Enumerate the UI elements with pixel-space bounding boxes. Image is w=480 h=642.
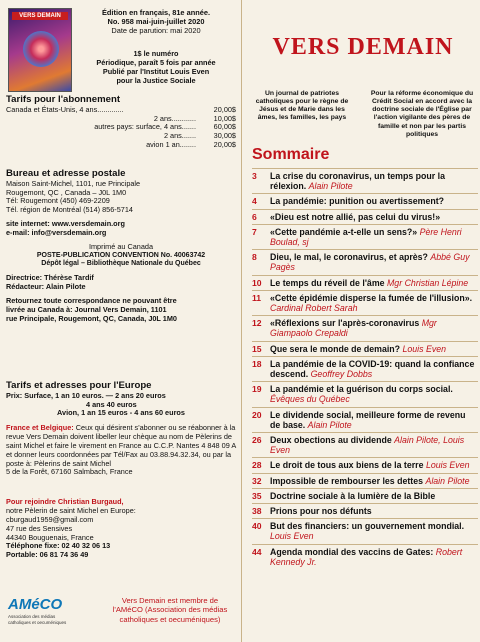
toc-item[interactable] [252,224,478,249]
toc-item[interactable] [252,356,478,381]
toc-item[interactable] [252,407,478,432]
left-column [6,8,236,638]
toc-item[interactable] [252,168,478,193]
toc-title: «Dieu est notre allié, pas celui du virus!» [270,211,441,222]
toc-title: Prions pour nos défunts [270,506,372,517]
toc-page-number: 3 [252,171,257,181]
toc-author: Alain Pilote [308,181,353,192]
contact-line: 47 rue des Sensives [6,523,73,533]
rate-row [6,106,236,115]
toc-author: Père Henri Boulad, sj [270,226,462,248]
ameco-logo [8,596,68,638]
phone-line: Tél: Rougemont (450) 469-2209 [6,196,110,206]
toc-page-number: 19 [252,384,262,395]
toc-page-number: 20 [252,409,262,420]
toc-author: Geoffrey Dobbs [310,369,373,380]
toc-title: «Cette épidémie disperse la fumée de l'illusion». Cardinal Robert Sarah [270,292,473,314]
ameco-tagline: Association des médias catholiques et oecuméniques [8,614,67,625]
burgaud-title: Pour rejoindre Christian Burgaud, [6,497,124,506]
office-title: Bureau et adresse postale [6,168,126,179]
toc-page-number: 4 [252,196,257,207]
toc-item[interactable] [252,290,478,315]
rate-row [6,141,236,150]
subscription-rates [6,94,236,150]
tagline-left: Un journal de patriotes catholiques pour le règne de Jésus et de Marie dans les âmes, les familles, les pays [255,90,349,122]
toc-title: Agenda mondial des vaccins de Gates: Robert Kennedy Jr. [270,546,463,567]
rate-value: 10,00$ [213,113,236,123]
toc-title: Doctrine sociale à la lumière de la Bible [270,490,436,501]
toc-page-number: 44 [252,546,262,557]
phone-line: Tél. région de Montréal (514) 856-5714 [6,205,133,215]
toc-title: Deux obections au dividende Alain Pilote, Louis Even [270,435,465,456]
toc-item[interactable] [252,457,478,472]
toc-author: Abbé Guy Pagès [270,252,470,273]
contact-line: notre Pèlerin de saint Michel en Europe: [6,505,136,515]
contact-line: 44340 Bouguenais, France [6,532,94,542]
europe-line: Prix: Surface, 1 an 10 euros. — 2 ans 20 euros [6,390,166,400]
rate-value: 60,00$ [213,122,236,132]
toc-author: Alain Pilote, Louis Even [270,435,465,456]
toc-title: Le droit de tous aux biens de la terre Louis Even [270,460,470,471]
toc-title: Le temps du réveil de l'âme Mgr Christian Lépine [270,277,469,288]
rate-value: 20,00$ [213,140,236,150]
toc-item[interactable] [252,473,478,488]
cover-thumbnail[interactable] [8,8,72,92]
cover-title: VERS DEMAIN [12,12,68,20]
issue-number: No. 958 mai-juin-juillet 2020 [107,17,205,27]
price-line: 1$ le numéro [133,49,179,58]
france-lead: France et Belgique: [6,423,74,432]
virus-image [23,31,59,67]
toc-author: Évêques du Québec [270,394,350,405]
email-link[interactable]: e-mail: info@versdemain.org [6,228,107,238]
toc-author: Alain Pilote [307,419,352,430]
toc-title: La crise du coronavirus, un temps pour la rélexion. Alain Pilote [270,171,446,192]
toc-title: Le dividende social, meilleure forme de revenu de base. Alain Pilote [270,409,466,430]
toc-page-number: 35 [252,490,262,501]
postal-convention: POSTE-PUBLICATION CONVENTION No. 40063742 [36,251,206,259]
france-address: 5 de la Forêt, 67160 Salmbach, France [6,467,133,477]
toc-page-number: 32 [252,475,262,486]
burgaud-contact [6,498,236,560]
return-line: Retournez toute correspondance ne pouvant être [6,295,177,305]
toc-item[interactable] [252,315,478,340]
toc-page-number: 11 [252,292,262,303]
rate-value: 20,00$ [213,104,236,114]
toc-author: Louis Even [402,343,447,354]
europe-rates [6,380,236,418]
toc-page-number: 10 [252,277,262,288]
toc-item[interactable] [252,518,478,543]
pub-date: Date de parution: mai 2020 [111,26,201,36]
toc-author: Alain Pilote [425,475,470,486]
address-line: Rougemont, QC , Canada – J0L 1M0 [6,187,127,197]
tagline-right: Pour la réforme économique du Crédit Social en accord avec la doctrine sociale de l'Église par l'action vigilante des pères de famille et non par les partis politiques [370,90,474,138]
director: Directrice: Thérèse Tardif [6,273,94,282]
europe-line: Avion, 1 an 15 euros - 4 ans 60 euros [57,408,185,418]
toc-author: Robert Kennedy Jr. [270,546,463,567]
legal-deposit: Dépôt légal – Bibliothèque Nationale du Québec [41,260,201,268]
toc-item[interactable] [252,209,478,224]
periodicity: Périodique, paraît 5 fois par année [96,57,216,67]
toc-page-number: 12 [252,318,262,329]
rate-label: avion 1 an........ [146,140,196,150]
toc-item[interactable] [252,503,478,518]
contact-phone: Téléphone fixe: 02 40 32 06 13 [6,541,111,551]
membership-note: Vers Demain est membre de l'AMéCO (Association des médias catholiques et oecuméniques) [112,596,228,624]
edition-line: Édition en français, 81e année. [101,8,211,17]
toc-title: La pandémie: punition ou avertissement? [270,196,445,207]
toc-author: Mgr Giampaolo Crepaldi [270,318,437,339]
toc-page-number: 40 [252,521,262,532]
toc-item[interactable] [252,381,478,406]
toc-item[interactable] [252,432,478,457]
toc-item[interactable] [252,275,478,290]
sommaire-heading: Sommaire [252,146,330,163]
address-line: Maison Saint-Michel, 1101, rue Principale [6,178,141,188]
contact-mobile: Portable: 06 81 74 36 49 [6,550,89,560]
rates-title: Tarifs pour l'abonnement [6,94,121,105]
printed-in: Imprimé au Canada [88,242,154,252]
publisher-line2: pour la Justice Sociale [116,75,196,85]
france-text: Ceux qui désirent s'abonner ou se réabonner à la revue Vers Demain doivent libeller leur chèque au nom de Pèlerins de saint Michel et faire le virement en France au C.C.P. Nantes 4 848 09 A et donner leurs coordonnées par Tél/Fax au 03.88.94.32.34, ou par la poste à: Pèlerins de saint Michel [6,423,236,468]
toc-page-number: 18 [252,358,262,369]
toc-title: La pandémie de la COVID-19: quand la confiance descend. Geoffrey Dobbs [270,358,475,380]
rate-label: 2 ans....... [163,131,196,141]
rate-label: 2 ans............ [153,113,196,123]
toc-page-number: 6 [252,211,257,222]
europe-title: Tarifs et adresses pour l'Europe [6,380,152,391]
europe-line: 4 ans 40 euros [86,399,137,409]
toc-author: Louis Even [270,531,314,542]
toc-page-number: 38 [252,506,262,517]
toc-item[interactable] [252,544,478,569]
toc-author: Louis Even [425,460,470,471]
toc-title: But des financiers: un gouvernement mondial. Louis Even [270,521,465,542]
publisher: Publié par l'Institut Louis Even [102,66,210,76]
website-link[interactable]: site internet: www.versdemain.org [6,219,125,229]
toc-page-number: 26 [252,435,262,446]
rates-table [6,106,236,150]
toc-item[interactable] [252,488,478,503]
france-belgique [6,424,236,477]
office-address [6,168,236,323]
ameco-logo-text: AMéCO [8,596,63,613]
rate-label: Canada et États-Unis, 4 ans............. [6,104,124,114]
editor: Rédacteur: Alain Pilote [6,281,86,291]
table-of-contents [252,168,478,569]
toc-author: Cardinal Robert Sarah [270,303,358,314]
rate-row [6,123,236,132]
toc-title: La pandémie et la guérison du corps social. Évêques du Québec [270,384,453,405]
rate-row [6,132,236,141]
toc-title: «Réflexions sur l'après-coronavirus Mgr Giampaolo Crepaldi [270,318,437,339]
toc-item[interactable] [252,341,478,356]
toc-author: Mgr Christian Lépine [386,277,469,288]
toc-item[interactable] [252,249,478,274]
column-divider [241,0,242,642]
toc-title: Dieu, le mal, le coronavirus, et après? Abbé Guy Pagès [270,252,470,273]
toc-title: «Cette pandémie a-t-elle un sens?» Père Henri Boulad, sj [270,226,462,248]
toc-title: Que sera le monde de demain? Louis Even [270,343,447,354]
edition-info [76,8,236,35]
price-info [76,50,236,86]
toc-page-number: 28 [252,460,262,471]
right-column [246,0,480,642]
toc-page-number: 15 [252,343,262,354]
toc-page-number: 8 [252,252,257,263]
masthead-title: VERS DEMAIN [272,34,454,60]
return-line: rue Principale, Rougemont, QC, Canada, J0L 1M0 [6,313,177,323]
toc-page-number: 7 [252,226,257,237]
rate-value: 30,00$ [213,131,236,141]
toc-title: Impossible de rembourser les dettes Alain Pilote [270,475,470,486]
contact-email[interactable]: cburgaud1959@gmail.com [6,514,94,524]
toc-item[interactable] [252,193,478,208]
return-line: livrée au Canada à: Journal Vers Demain, 1101 [6,304,167,314]
rate-label: autres pays: surface, 4 ans....... [94,122,196,132]
